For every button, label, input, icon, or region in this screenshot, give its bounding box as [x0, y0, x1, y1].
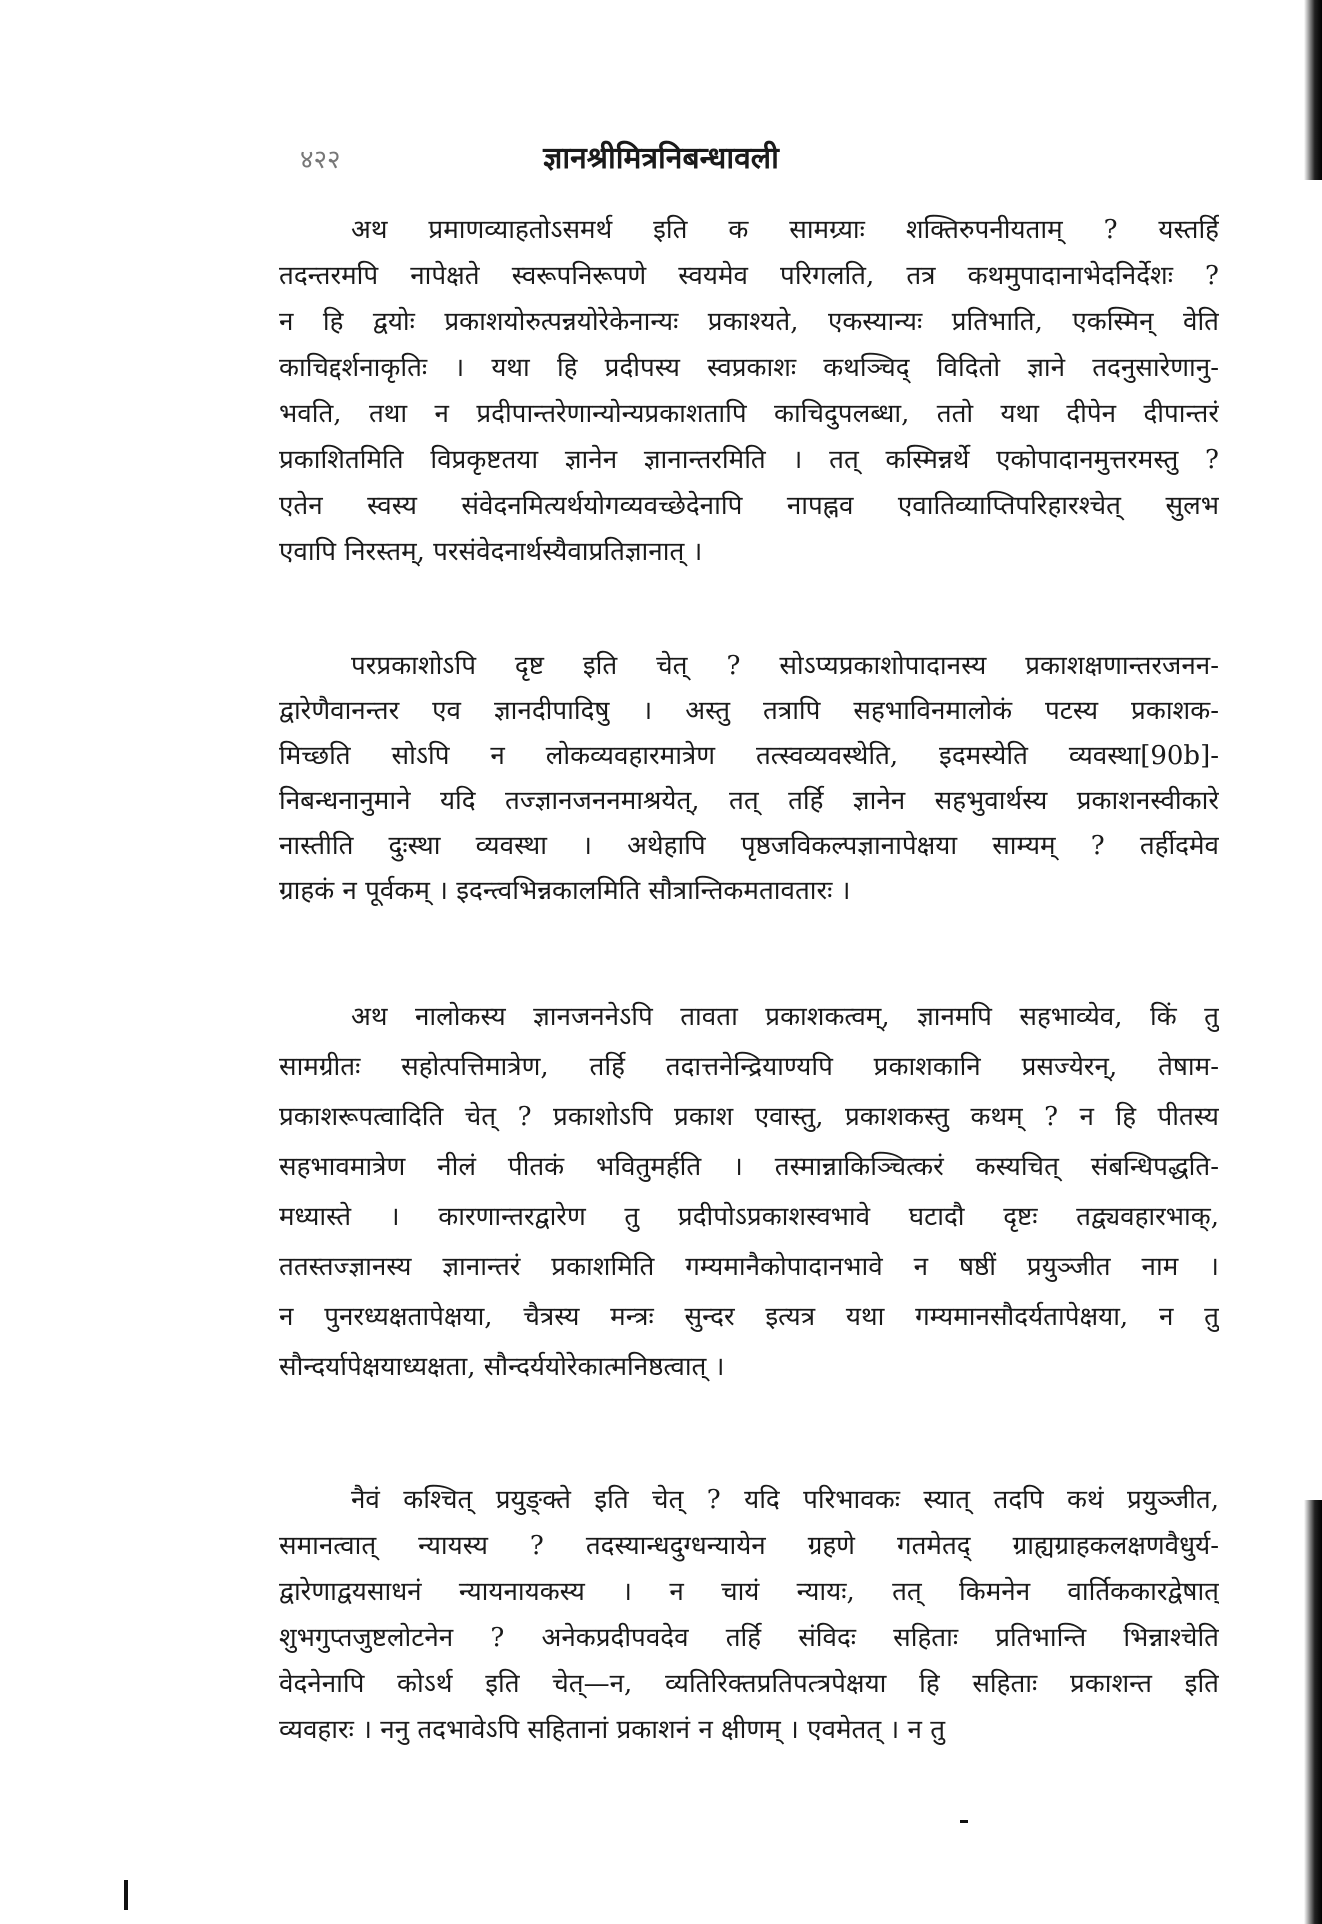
text-line: द्वारेणैवानन्तर एव ज्ञानदीपादिषु । अस्तु तत्रापि सहभाविनमालोकं पटस्य प्रकाशक- [279, 696, 1219, 726]
text-line: भवति, तथा न प्रदीपान्तरेणान्योन्यप्रकाशतापि काचिदुपलब्धा, ततो यथा दीपेन दीपान्तरं [279, 399, 1219, 429]
text-line: प्रकाशरूपत्वादिति चेत् ? प्रकाशोऽपि प्रकाश एवास्तु, प्रकाशकस्तु कथम् ? न हि पीतस्य [279, 1102, 1219, 1132]
text-line: अथ प्रमाणव्याहतोऽसमर्थ इति क सामग्र्याः शक्तिरुपनीयताम् ? यस्तर्हि [351, 215, 1219, 245]
text-line: तदन्तरमपि नापेक्षते स्वरूपनिरूपणे स्वयमेव परिगलति, तत्र कथमुपादानाभेदनिर्देशः ? [279, 261, 1219, 291]
scan-mark [124, 1880, 128, 1910]
text-line: शुभगुप्तजुष्टलोटनेन ? अनेकप्रदीपवदेव तर्हि संविदः सहिताः प्रतिभान्ति भिन्नाश्चेति [279, 1623, 1219, 1653]
text-line: सौन्दर्यापेक्षयाध्यक्षता, सौन्दर्ययोरेकात्मनिष्ठत्वात् । [279, 1352, 725, 1382]
text-line: प्रकाशितमिति विप्रकृष्टतया ज्ञानेन ज्ञानान्तरमिति । तत् कस्मिन्नर्थे एकोपादानमुत्तरमस्तु ? [279, 445, 1219, 475]
paragraph-1 [279, 207, 1219, 575]
page-number: ४२२ [300, 145, 341, 175]
text-line: सहभावमात्रेण नीलं पीतकं भवितुमर्हति । तस्मान्नाकिञ्चित्करं कस्यचित् संबन्धिपद्धति- [279, 1152, 1219, 1182]
text-line: द्वारेणाद्वयसाधनं न्यायनायकस्य । न चायं न्यायः, तत् किमनेन वार्तिककारद्वेषात् [279, 1577, 1219, 1607]
text-line: न पुनरध्यक्षतापेक्षया, चैत्रस्य मन्त्रः सुन्दर इत्यत्र यथा गम्यमानसौदर्यतापेक्षया, न तु [279, 1302, 1219, 1332]
text-line: ग्राहकं न पूर्वकम् । इदन्त्वभिन्नकालमिति सौत्रान्तिकमतावतारः । [279, 876, 851, 906]
paragraph-3 [279, 992, 1219, 1392]
text-line: न हि द्वयोः प्रकाशयोरुत्पन्नयोरेकेनान्यः प्रकाश्यते, एकस्यान्यः प्रतिभाति, एकस्मिन् वेति [279, 307, 1219, 337]
scan-edge-shadow-bottom [1304, 1500, 1322, 1924]
text-line: मध्यास्ते । कारणान्तरद्वारेण तु प्रदीपोऽप्रकाशस्वभावे घटादौ दृष्टः तद्व्यवहारभाक्, [279, 1202, 1219, 1232]
text-line: नैवं कश्चित् प्रयुङ्क्ते इति चेत् ? यदि परिभावकः स्यात् तदपि कथं प्रयुञ्जीत, [351, 1485, 1219, 1515]
text-line: ततस्तज्ज्ञानस्य ज्ञानान्तरं प्रकाशमिति गम्यमानैकोपादानभावे न षष्ठीं प्रयुञ्जीत नाम । [279, 1252, 1219, 1282]
paragraph-2 [279, 644, 1219, 914]
scan-mark [960, 1820, 968, 1823]
text-line: एवापि निरस्तम्, परसंवेदनार्थस्यैवाप्रतिज्ञानात् । [279, 537, 703, 567]
text-line: निबन्धनानुमाने यदि तज्ज्ञानजननमाश्रयेत्, तत् तर्हि ज्ञानेन सहभुवार्थस्य प्रकाशनस्वीकारे [279, 786, 1219, 816]
text-line: काचिद्दर्शनाकृतिः । यथा हि प्रदीपस्य स्वप्रकाशः कथञ्चिद् विदितो ज्ञाने तदनुसारेणानु- [279, 353, 1219, 383]
text-line: नास्तीति दुःस्था व्यवस्था । अथेहापि पृष्ठजविकल्पज्ञानापेक्षया साम्यम् ? तर्हीदमेव [279, 831, 1219, 861]
paragraph-4 [279, 1477, 1219, 1753]
text-line: वेदनेनापि कोऽर्थ इति चेत्—न, व्यतिरिक्तप्रतिपत्त्रपेक्षया हि सहिताः प्रकाशन्त इति [279, 1669, 1219, 1699]
text-line: सामग्रीतः सहोत्पत्तिमात्रेण, तर्हि तदात्तनेन्द्रियाण्यपि प्रकाशकानि प्रसज्येरन्, तेषाम- [279, 1052, 1219, 1082]
text-line: एतेन स्वस्य संवेदनमित्यर्थयोगव्यवच्छेदेनापि नापह्नव एवातिव्याप्तिपरिहारश्चेत् सुलभ [279, 491, 1219, 521]
text-line: परप्रकाशोऽपि दृष्ट इति चेत् ? सोऽप्यप्रकाशोपादानस्य प्रकाशक्षणान्तरजनन- [351, 651, 1219, 681]
running-title: ज्ञानश्रीमित्रनिबन्धावली [543, 141, 779, 176]
scan-edge-shadow-top [1304, 0, 1322, 180]
text-line: अथ नालोकस्य ज्ञानजननेऽपि तावता प्रकाशकत्वम्, ज्ञानमपि सहभाव्येव, किं तु [351, 1002, 1219, 1032]
text-line: मिच्छति सोऽपि न लोकव्यवहारमात्रेण तत्स्वव्यवस्थेति, इदमस्येति व्यवस्था[90b]- [279, 741, 1219, 771]
text-line: समानत्वात् न्यायस्य ? तदस्यान्धदुग्धन्यायेन ग्रहणे गतमेतद् ग्राह्यग्राहकलक्षणवैधुर्य- [279, 1531, 1219, 1561]
text-line: व्यवहारः । ननु तदभावेऽपि सहितानां प्रकाशनं न क्षीणम् । एवमेतत् । न तु [279, 1715, 946, 1745]
